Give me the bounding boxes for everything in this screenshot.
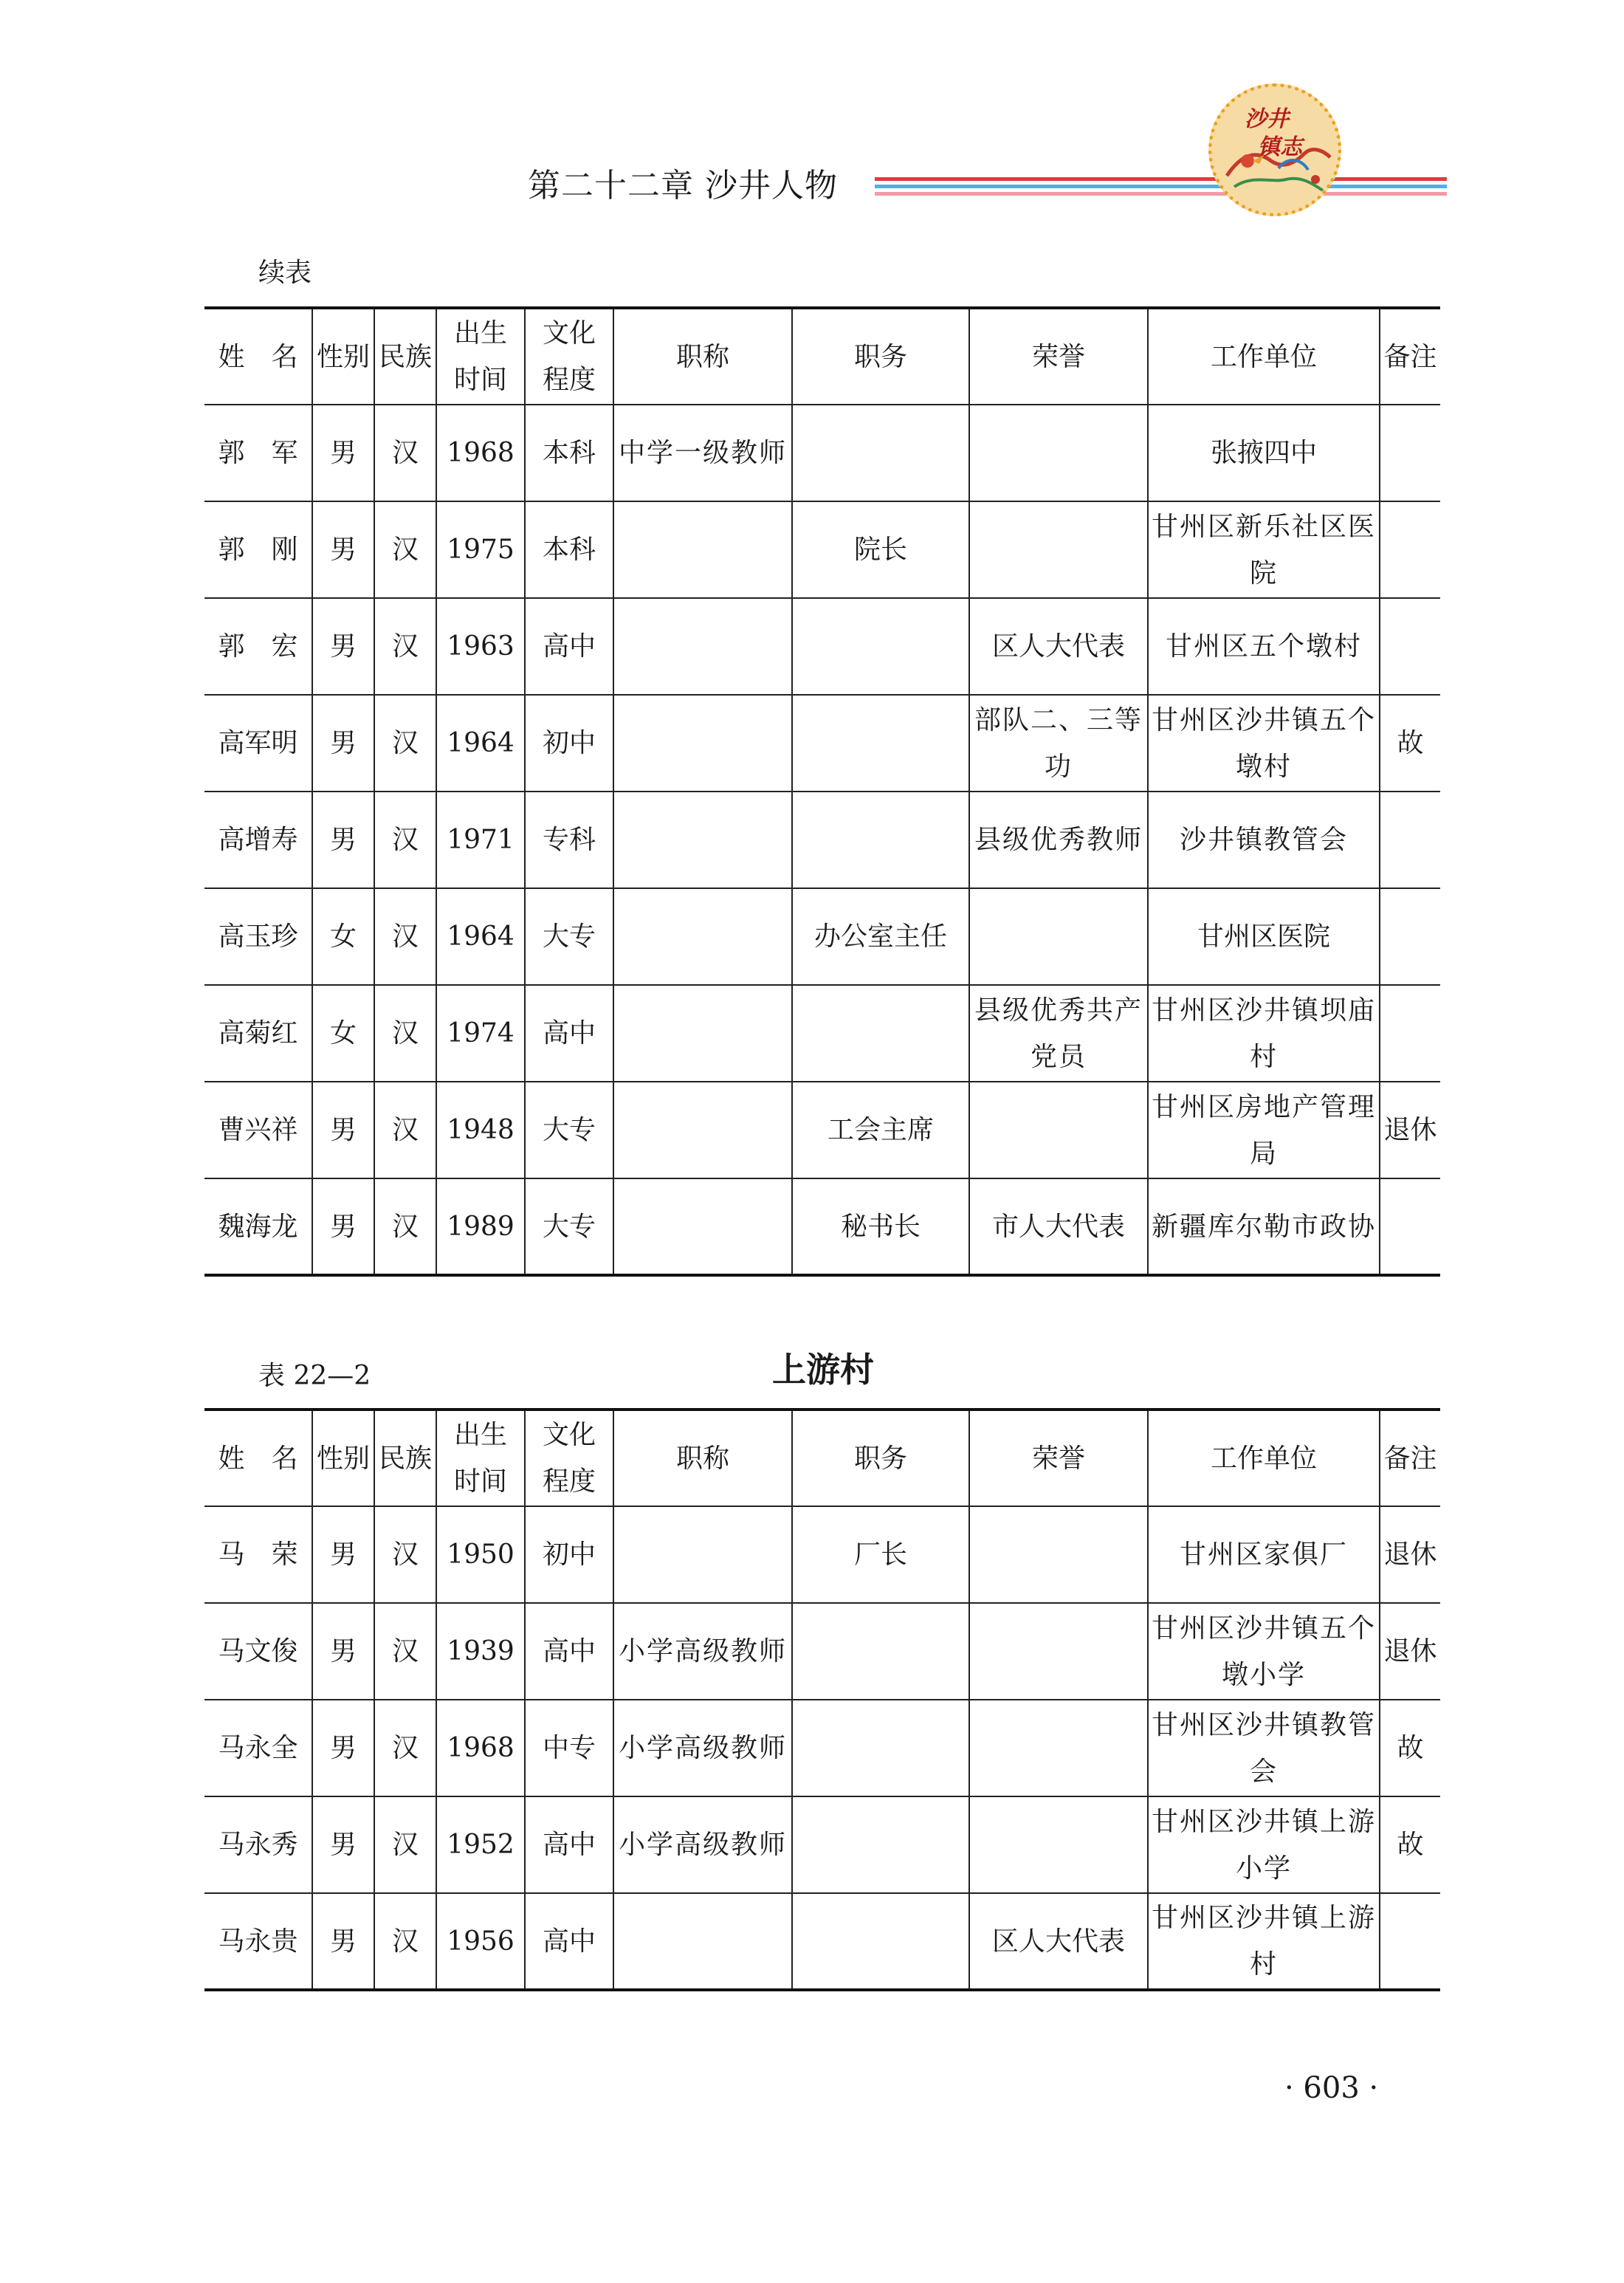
table-row bbox=[204, 985, 1440, 1082]
cell-education: 大专 bbox=[525, 1082, 613, 1178]
cell-workplace: 甘州区沙井镇上游村 bbox=[1148, 1893, 1380, 1990]
cell-workplace: 沙井镇教管会 bbox=[1148, 792, 1380, 888]
cell-title bbox=[613, 792, 792, 888]
cell-workplace: 甘州区沙井镇上游小学 bbox=[1148, 1796, 1380, 1893]
cell-title bbox=[613, 1893, 792, 1990]
cell-title bbox=[613, 598, 792, 695]
column-header-title: 职称 bbox=[613, 308, 792, 405]
cell-gender: 男 bbox=[312, 1700, 374, 1796]
cell-ethnicity: 汉 bbox=[374, 501, 436, 598]
cell-birth-year: 1939 bbox=[436, 1603, 525, 1700]
cell-workplace: 张掖四中 bbox=[1148, 405, 1380, 501]
table-row bbox=[204, 1178, 1440, 1275]
column-header-ethnicity: 民族 bbox=[374, 1410, 436, 1506]
cell-honor: 市人大代表 bbox=[969, 1178, 1148, 1275]
cell-name: 马文俊 bbox=[204, 1603, 312, 1700]
cell-gender: 女 bbox=[312, 985, 374, 1082]
column-header-honor: 荣誉 bbox=[969, 308, 1148, 405]
cell-title bbox=[613, 1082, 792, 1178]
cell-remark: 退休 bbox=[1380, 1603, 1440, 1700]
cell-honor bbox=[969, 888, 1148, 985]
cell-gender: 男 bbox=[312, 1178, 374, 1275]
cell-title: 小学高级教师 bbox=[613, 1700, 792, 1796]
cell-honor bbox=[969, 1796, 1148, 1893]
table-row bbox=[204, 1700, 1440, 1796]
cell-position bbox=[792, 1893, 969, 1990]
cell-birth-year: 1971 bbox=[436, 792, 525, 888]
cell-workplace: 新疆库尔勒市政协 bbox=[1148, 1178, 1380, 1275]
cell-education: 大专 bbox=[525, 888, 613, 985]
cell-education: 高中 bbox=[525, 1796, 613, 1893]
cell-name: 魏海龙 bbox=[204, 1178, 312, 1275]
column-header-position: 职务 bbox=[792, 1410, 969, 1506]
cell-birth-year: 1963 bbox=[436, 598, 525, 695]
cell-birth-year: 1975 bbox=[436, 501, 525, 598]
cell-ethnicity: 汉 bbox=[374, 1893, 436, 1990]
cell-gender: 男 bbox=[312, 695, 374, 792]
table-header-row bbox=[204, 1410, 1440, 1506]
cell-title bbox=[613, 985, 792, 1082]
cell-position: 工会主席 bbox=[792, 1082, 969, 1178]
cell-gender: 女 bbox=[312, 888, 374, 985]
cell-birth-year: 1950 bbox=[436, 1506, 525, 1603]
cell-name: 高增寿 bbox=[204, 792, 312, 888]
cell-gender: 男 bbox=[312, 1506, 374, 1603]
column-header-birth-year: 出生 时间 bbox=[436, 308, 525, 405]
header-pink-line bbox=[875, 192, 1447, 196]
cell-gender: 男 bbox=[312, 598, 374, 695]
cell-ethnicity: 汉 bbox=[374, 695, 436, 792]
cell-education: 高中 bbox=[525, 985, 613, 1082]
cell-name: 高军明 bbox=[204, 695, 312, 792]
cell-workplace: 甘州区五个墩村 bbox=[1148, 598, 1380, 695]
header-blue-line bbox=[875, 185, 1447, 188]
cell-workplace: 甘州区沙井镇五个墩村 bbox=[1148, 695, 1380, 792]
column-header-ethnicity: 民族 bbox=[374, 308, 436, 405]
cell-honor bbox=[969, 501, 1148, 598]
column-header-title: 职称 bbox=[613, 1410, 792, 1506]
cell-remark: 故 bbox=[1380, 1796, 1440, 1893]
cell-title: 小学高级教师 bbox=[613, 1796, 792, 1893]
cell-name: 郭 军 bbox=[204, 405, 312, 501]
cell-name: 马永全 bbox=[204, 1700, 312, 1796]
cell-education: 初中 bbox=[525, 695, 613, 792]
table-row bbox=[204, 405, 1440, 501]
column-header-remark: 备注 bbox=[1380, 308, 1440, 405]
cell-honor bbox=[969, 1506, 1148, 1603]
table-row bbox=[204, 598, 1440, 695]
cell-position bbox=[792, 1700, 969, 1796]
cell-name: 高菊红 bbox=[204, 985, 312, 1082]
table-row bbox=[204, 1796, 1440, 1893]
cell-education: 本科 bbox=[525, 501, 613, 598]
cell-birth-year: 1948 bbox=[436, 1082, 525, 1178]
cell-gender: 男 bbox=[312, 792, 374, 888]
cell-position bbox=[792, 985, 969, 1082]
table-row bbox=[204, 792, 1440, 888]
cell-workplace: 甘州区沙井镇坝庙村 bbox=[1148, 985, 1380, 1082]
cell-birth-year: 1964 bbox=[436, 695, 525, 792]
cell-ethnicity: 汉 bbox=[374, 1700, 436, 1796]
table-body bbox=[204, 308, 1440, 1275]
table-row bbox=[204, 501, 1440, 598]
cell-birth-year: 1952 bbox=[436, 1796, 525, 1893]
cell-remark: 退休 bbox=[1380, 1082, 1440, 1178]
logo-text-line2: 镇志 bbox=[1258, 134, 1302, 160]
cell-workplace: 甘州区医院 bbox=[1148, 888, 1380, 985]
cell-title bbox=[613, 501, 792, 598]
cell-gender: 男 bbox=[312, 501, 374, 598]
personnel-table-continued bbox=[204, 306, 1440, 1277]
column-header-name: 姓 名 bbox=[218, 341, 298, 372]
logo-text-line1: 沙井 bbox=[1245, 106, 1289, 132]
cell-education: 中专 bbox=[525, 1700, 613, 1796]
cell-position: 厂长 bbox=[792, 1506, 969, 1603]
cell-remark bbox=[1380, 598, 1440, 695]
cell-honor bbox=[969, 1082, 1148, 1178]
column-header-workplace: 工作单位 bbox=[1148, 308, 1380, 405]
cell-remark: 故 bbox=[1380, 695, 1440, 792]
column-header-education: 文化 程度 bbox=[525, 1410, 613, 1506]
table-row bbox=[204, 1506, 1440, 1603]
cell-position: 办公室主任 bbox=[792, 888, 969, 985]
cell-name: 马永秀 bbox=[204, 1796, 312, 1893]
column-header-name: 姓 名 bbox=[218, 1443, 298, 1474]
chapter-title: 第二十二章 沙井人物 bbox=[528, 167, 838, 205]
cell-remark: 退休 bbox=[1380, 1506, 1440, 1603]
cell-workplace: 甘州区沙井镇五个墩小学 bbox=[1148, 1603, 1380, 1700]
cell-ethnicity: 汉 bbox=[374, 985, 436, 1082]
cell-gender: 男 bbox=[312, 1603, 374, 1700]
cell-title: 小学高级教师 bbox=[613, 1603, 792, 1700]
cell-remark bbox=[1380, 501, 1440, 598]
cell-birth-year: 1989 bbox=[436, 1178, 525, 1275]
column-header-remark: 备注 bbox=[1380, 1410, 1440, 1506]
page-number: · 603 · bbox=[1284, 2071, 1379, 2105]
cell-education: 高中 bbox=[525, 1893, 613, 1990]
cell-ethnicity: 汉 bbox=[374, 1178, 436, 1275]
cell-birth-year: 1964 bbox=[436, 888, 525, 985]
cell-ethnicity: 汉 bbox=[374, 1082, 436, 1178]
cell-honor: 部队二、三等功 bbox=[969, 695, 1148, 792]
cell-ethnicity: 汉 bbox=[374, 1506, 436, 1603]
cell-ethnicity: 汉 bbox=[374, 1796, 436, 1893]
column-header-gender: 性别 bbox=[312, 308, 374, 405]
cell-name: 曹兴祥 bbox=[204, 1082, 312, 1178]
header-red-line bbox=[875, 177, 1447, 181]
cell-honor: 区人大代表 bbox=[969, 598, 1148, 695]
cell-ethnicity: 汉 bbox=[374, 792, 436, 888]
cell-position bbox=[792, 405, 969, 501]
column-header-gender: 性别 bbox=[312, 1410, 374, 1506]
table-header-row bbox=[204, 308, 1440, 405]
cell-workplace: 甘州区新乐社区医院 bbox=[1148, 501, 1380, 598]
cell-title bbox=[613, 1178, 792, 1275]
cell-remark bbox=[1380, 405, 1440, 501]
cell-remark bbox=[1380, 1178, 1440, 1275]
cell-education: 高中 bbox=[525, 1603, 613, 1700]
column-header-position: 职务 bbox=[792, 308, 969, 405]
cell-name: 郭 刚 bbox=[204, 501, 312, 598]
column-header-honor: 荣誉 bbox=[969, 1410, 1148, 1506]
cell-name: 马 荣 bbox=[204, 1506, 312, 1603]
table-row bbox=[204, 1603, 1440, 1700]
cell-gender: 男 bbox=[312, 405, 374, 501]
cell-birth-year: 1956 bbox=[436, 1893, 525, 1990]
cell-workplace: 甘州区沙井镇教管会 bbox=[1148, 1700, 1380, 1796]
cell-position bbox=[792, 598, 969, 695]
cell-honor bbox=[969, 405, 1148, 501]
table-label: 表 22—2 bbox=[258, 1361, 371, 1391]
continued-label: 续表 bbox=[258, 258, 312, 288]
cell-gender: 男 bbox=[312, 1796, 374, 1893]
cell-name: 马永贵 bbox=[204, 1893, 312, 1990]
column-header-education: 文化 程度 bbox=[525, 308, 613, 405]
cell-title bbox=[613, 1506, 792, 1603]
table-row bbox=[204, 1082, 1440, 1178]
column-header-workplace: 工作单位 bbox=[1148, 1410, 1380, 1506]
cell-gender: 男 bbox=[312, 1082, 374, 1178]
table-row bbox=[204, 695, 1440, 792]
cell-honor bbox=[969, 1700, 1148, 1796]
cell-title bbox=[613, 695, 792, 792]
column-header-birth-year: 出生 时间 bbox=[436, 1410, 525, 1506]
cell-workplace: 甘州区家俱厂 bbox=[1148, 1506, 1380, 1603]
table-body bbox=[204, 1410, 1440, 1990]
cell-honor bbox=[969, 1603, 1148, 1700]
table-title: 上游村 bbox=[772, 1350, 874, 1390]
cell-position bbox=[792, 1603, 969, 1700]
cell-birth-year: 1974 bbox=[436, 985, 525, 1082]
header-decorative-lines bbox=[875, 174, 1447, 204]
cell-remark: 故 bbox=[1380, 1700, 1440, 1796]
cell-gender: 男 bbox=[312, 1893, 374, 1990]
cell-remark bbox=[1380, 792, 1440, 888]
cell-birth-year: 1968 bbox=[436, 405, 525, 501]
cell-title: 中学一级教师 bbox=[613, 405, 792, 501]
cell-remark bbox=[1380, 888, 1440, 985]
cell-education: 初中 bbox=[525, 1506, 613, 1603]
cell-ethnicity: 汉 bbox=[374, 888, 436, 985]
cell-birth-year: 1968 bbox=[436, 1700, 525, 1796]
phoenix-emblem-icon bbox=[1208, 83, 1341, 216]
cell-position bbox=[792, 792, 969, 888]
cell-ethnicity: 汉 bbox=[374, 1603, 436, 1700]
cell-honor: 区人大代表 bbox=[969, 1893, 1148, 1990]
cell-education: 大专 bbox=[525, 1178, 613, 1275]
personnel-table-shangyou bbox=[204, 1408, 1440, 1991]
cell-name: 高玉珍 bbox=[204, 888, 312, 985]
cell-remark bbox=[1380, 985, 1440, 1082]
table-row bbox=[204, 1893, 1440, 1990]
cell-ethnicity: 汉 bbox=[374, 405, 436, 501]
cell-education: 专科 bbox=[525, 792, 613, 888]
cell-remark bbox=[1380, 1893, 1440, 1990]
cell-honor: 县级优秀教师 bbox=[969, 792, 1148, 888]
cell-name: 郭 宏 bbox=[204, 598, 312, 695]
cell-position bbox=[792, 1796, 969, 1893]
cell-title bbox=[613, 888, 792, 985]
cell-education: 高中 bbox=[525, 598, 613, 695]
cell-workplace: 甘州区房地产管理局 bbox=[1148, 1082, 1380, 1178]
cell-position bbox=[792, 695, 969, 792]
cell-education: 本科 bbox=[525, 405, 613, 501]
cell-position: 院长 bbox=[792, 501, 969, 598]
cell-position: 秘书长 bbox=[792, 1178, 969, 1275]
cell-honor: 县级优秀共产党员 bbox=[969, 985, 1148, 1082]
cell-ethnicity: 汉 bbox=[374, 598, 436, 695]
table-row bbox=[204, 888, 1440, 985]
